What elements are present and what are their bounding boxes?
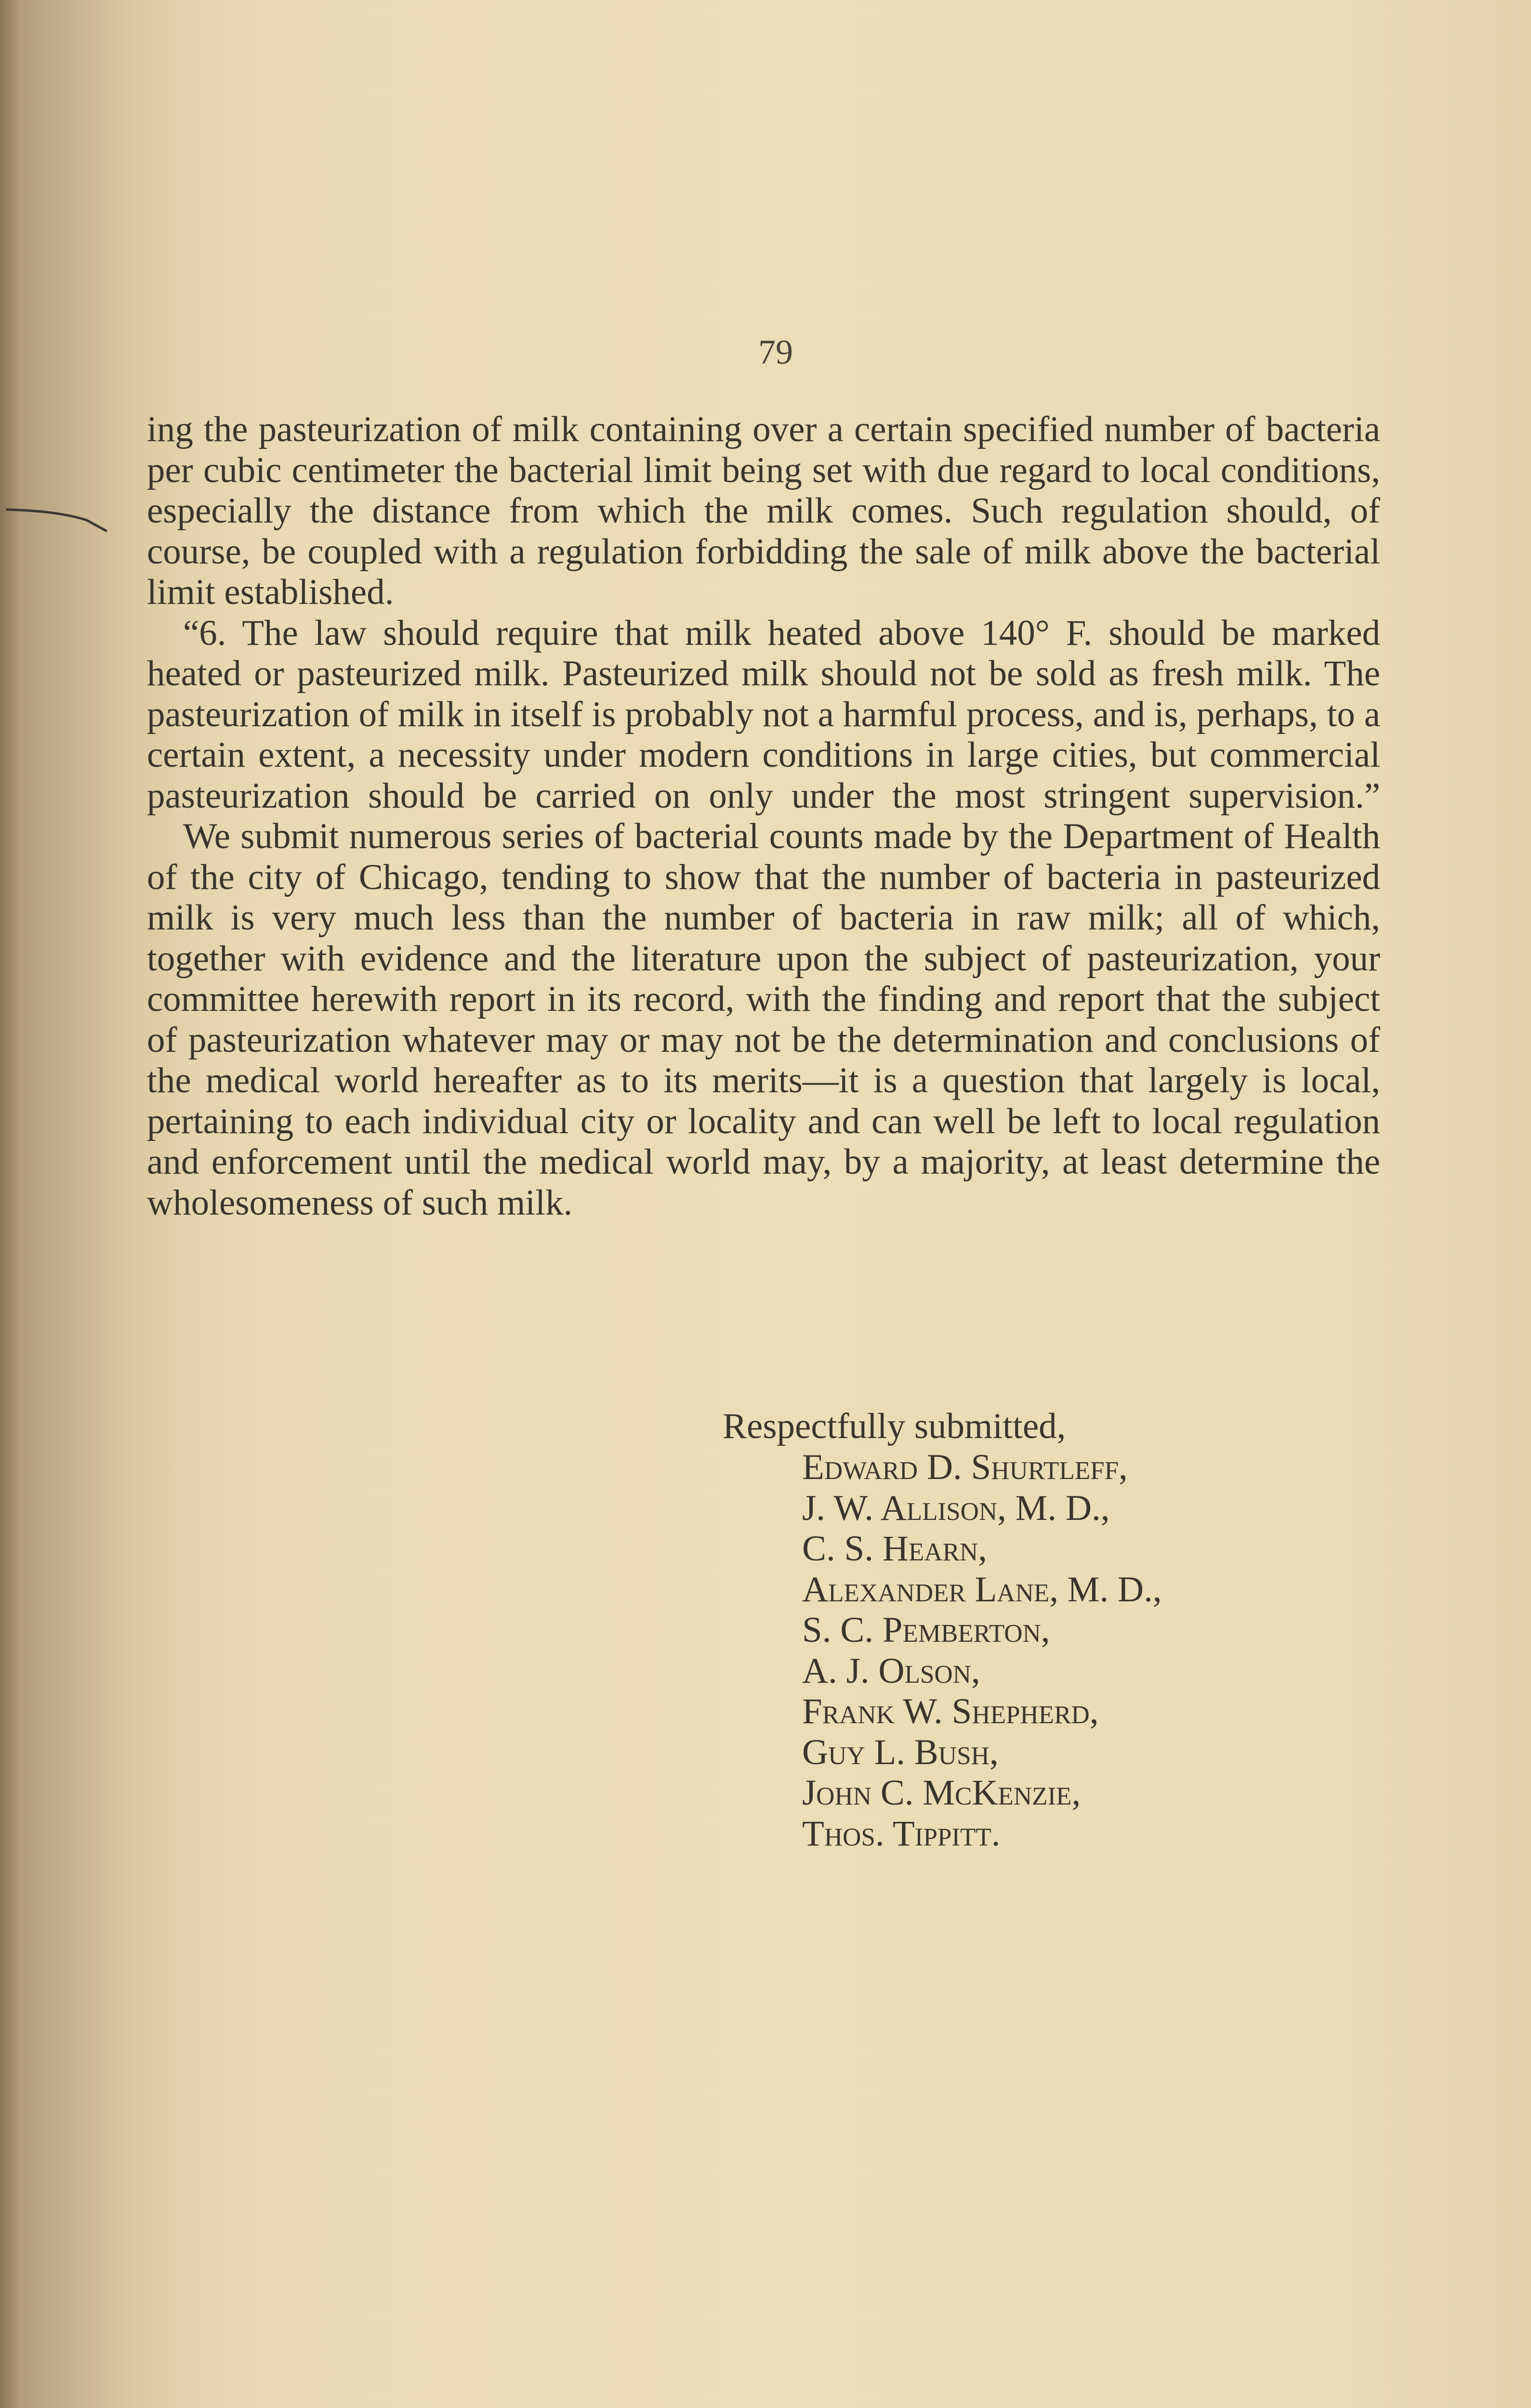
body-text <box>147 409 1380 1223</box>
signatory: Edward D. Shurtleff, <box>802 1447 1128 1487</box>
signatory: J. W. Allison, M. D., <box>802 1488 1110 1528</box>
signatory: A. J. Olson, <box>802 1650 980 1691</box>
paragraph-1: ing the pasteurization of milk containing over a certain specified number of bacteria per cubic centimeter the bacterial limit being set with due regard to local conditions, especially the distance from which the milk comes. Such regulation should, of course, be coupled with a regulation forbidding the sale of milk above the bacterial limit established. <box>147 409 1380 612</box>
margin-pencil-mark <box>5 506 116 535</box>
signatory: John C. McKenzie, <box>802 1773 1081 1813</box>
closing-line: Respectfully submitted, <box>723 1406 1066 1446</box>
signatory: C. S. Hearn, <box>802 1529 987 1569</box>
paragraph-3: We submit numerous series of bacterial counts made by the Department of Health of the city of Chicago, tending to show that the number of bacteria in pasteurized milk is very much less than the number of bacteria in raw milk; all of which, together with evidence and the literature upon the subject of pasteurization, your committee herewith report in its record, with the finding and report that the subject of pasteurization whatever may or may not be the determination and conclusions of the medical world hereafter as to its merits—it is a question that largely is local, pertaining to each individual city or locality and can well be left to local regulation and enforcement until the medical world may, by a majority, at least determine the wholesomeness of such milk. <box>147 816 1380 1223</box>
signatory: Frank W. Shepherd, <box>802 1691 1099 1731</box>
paragraph-2: “6. The law should require that milk heated above 140° F. should be marked heated or pasteurized milk. Pasteurized milk should not be sold as fresh milk. The pasteurization of milk in itself is probably not a harmful process, and is, perhaps, to a certain extent, a necessity under modern conditions in large cities, but commercial pasteurization should be carried on only under the most stringent supervision.” <box>147 613 1380 816</box>
page-number: 79 <box>758 333 793 371</box>
signatory: Thos. Tippitt. <box>802 1813 1001 1854</box>
signatory: Guy L. Bush, <box>802 1732 999 1772</box>
signatory: S. C. Pemberton, <box>802 1610 1050 1650</box>
signatory-list <box>802 1447 1162 1854</box>
gutter-shadow <box>0 0 19 2408</box>
signatory: Alexander Lane, M. D., <box>802 1569 1162 1610</box>
